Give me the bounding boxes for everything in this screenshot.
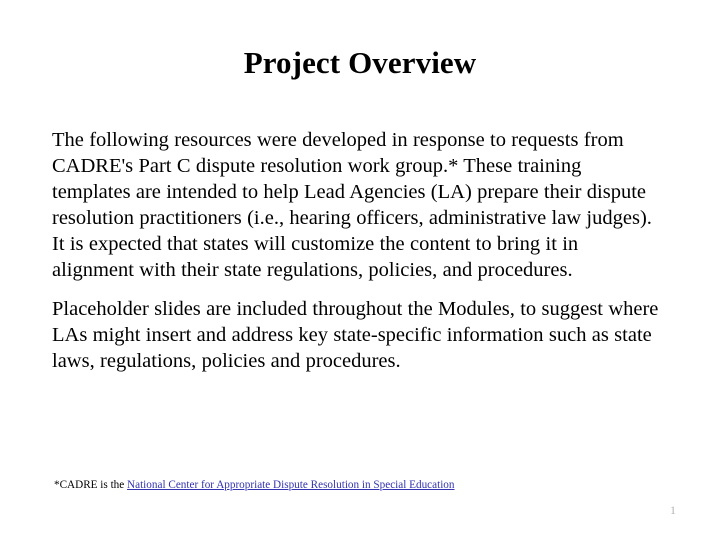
footnote-prefix-text: *CADRE is the <box>54 479 128 491</box>
body-paragraph-1: The following resources were developed in response to requests from CADRE's Part C dispute resolution work group.* These training templates are intended to help Lead Agencies (LA) prepare their dispute resolution practitioners (i.e., hearing officers, administrative law judges). It is expected that states will customize the content to bring it in alignment with their state regulations, policies, and procedures. <box>52 129 652 282</box>
footnote <box>54 478 455 492</box>
page-number: 1 <box>670 503 676 517</box>
slide-body <box>52 127 664 374</box>
footnote-link[interactable]: National Center for Appropriate Dispute Resolution in Special Education <box>127 479 455 491</box>
body-paragraph-2: Placeholder slides are included throughout the Modules, to suggest where LAs might insert and address key state-specific information such as state laws, regulations, policies and procedures. <box>52 297 659 372</box>
page-title: Project Overview <box>243 45 477 80</box>
